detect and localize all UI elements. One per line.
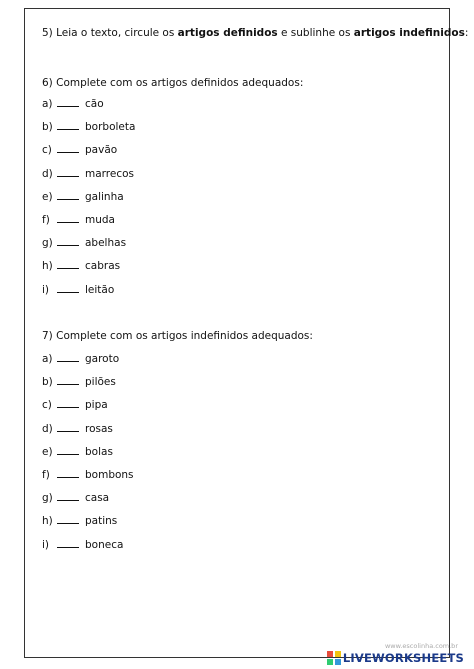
q7-item — [42, 514, 117, 528]
item-word: pipa — [85, 399, 108, 412]
answer-blank[interactable] — [57, 259, 79, 269]
answer-blank[interactable] — [57, 375, 79, 385]
item-letter: g) — [42, 237, 53, 250]
q6-item — [42, 213, 115, 227]
answer-blank[interactable] — [57, 120, 79, 130]
question-7-prompt: 7) Complete com os artigos indefinidos adequados: — [42, 330, 313, 342]
footer-url: www.escolinha.com.br — [384, 642, 458, 650]
q7-item — [42, 445, 113, 459]
question-6-prompt: 6) Complete com os artigos definidos adequados: — [42, 77, 304, 89]
answer-blank[interactable] — [57, 167, 79, 177]
q5-bold-indefinidos: artigos indefinidos — [353, 27, 465, 39]
q7-item — [42, 491, 109, 505]
answer-blank[interactable] — [57, 283, 79, 293]
item-word: garoto — [85, 353, 120, 365]
liveworksheets-logo-icon — [327, 651, 341, 665]
item-letter: e) — [42, 445, 53, 458]
item-letter: f) — [42, 469, 50, 481]
q7-item — [42, 398, 108, 412]
q7-item — [42, 422, 113, 436]
q7-item — [42, 352, 119, 366]
item-letter: b) — [42, 376, 53, 389]
item-word: bombons — [85, 469, 134, 481]
q7-item — [42, 468, 134, 482]
q6-item — [42, 120, 135, 134]
item-letter: i) — [42, 538, 50, 551]
item-letter: c) — [42, 144, 52, 157]
item-word: cão — [85, 98, 104, 110]
q6-item — [42, 167, 134, 181]
q6-item — [42, 190, 124, 204]
item-word: cabras — [85, 260, 121, 273]
footer — [327, 642, 464, 665]
q6-item — [42, 236, 126, 250]
item-word: boneca — [85, 538, 124, 551]
q7-item — [42, 538, 123, 552]
item-word: abelhas — [85, 237, 127, 250]
answer-blank[interactable] — [57, 213, 79, 223]
answer-blank[interactable] — [57, 445, 79, 455]
item-word: rosas — [85, 422, 113, 435]
answer-blank[interactable] — [57, 352, 79, 362]
item-word: casa — [85, 492, 110, 505]
answer-blank[interactable] — [57, 398, 79, 408]
q5-bold-definidos: artigos definidos — [177, 27, 278, 39]
q6-item — [42, 259, 120, 273]
answer-blank[interactable] — [57, 190, 79, 200]
item-letter: a) — [42, 98, 53, 110]
item-word: pavão — [85, 144, 118, 157]
answer-blank[interactable] — [57, 97, 79, 107]
item-letter: i) — [42, 283, 50, 296]
item-letter: d) — [42, 167, 53, 180]
liveworksheets-logo — [327, 651, 464, 665]
item-letter: h) — [42, 260, 53, 273]
item-word: borboleta — [85, 121, 136, 134]
item-letter: d) — [42, 422, 53, 435]
answer-blank[interactable] — [57, 236, 79, 246]
q7-item — [42, 375, 116, 389]
q6-item — [42, 283, 114, 297]
answer-blank[interactable] — [57, 538, 79, 548]
item-word: bolas — [85, 445, 113, 458]
q5-text-mid: e sublinhe os — [277, 27, 354, 39]
answer-blank[interactable] — [57, 514, 79, 524]
item-letter: b) — [42, 121, 53, 134]
item-word: leitão — [85, 283, 115, 296]
item-letter: g) — [42, 492, 53, 505]
item-word: marrecos — [85, 167, 135, 180]
item-word: muda — [85, 214, 115, 226]
item-word: galinha — [85, 190, 124, 203]
q6-item — [42, 143, 117, 157]
item-letter: f) — [42, 214, 50, 226]
q5-text-pre: 5) Leia o texto, circule os — [42, 27, 178, 39]
item-letter: a) — [42, 353, 53, 365]
answer-blank[interactable] — [57, 468, 79, 478]
item-letter: c) — [42, 399, 52, 412]
answer-blank[interactable] — [57, 143, 79, 153]
answer-blank[interactable] — [57, 491, 79, 501]
q6-item — [42, 97, 104, 111]
item-word: pilões — [85, 376, 116, 389]
item-word: patins — [85, 515, 118, 528]
answer-blank[interactable] — [57, 422, 79, 432]
question-5-prompt — [42, 26, 468, 40]
liveworksheets-brand: LIVEWORKSHEETS — [342, 651, 464, 665]
item-letter: e) — [42, 190, 53, 203]
item-letter: h) — [42, 515, 53, 528]
q5-text-post: : — [464, 27, 469, 39]
